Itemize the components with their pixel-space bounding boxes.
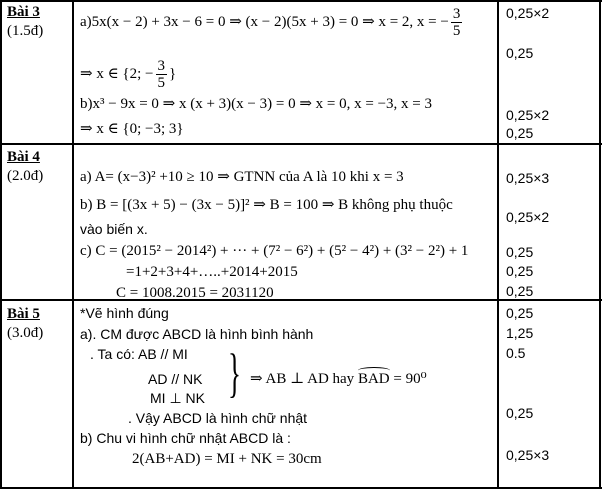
- bai5-line3: . Ta có: AB // MI: [90, 346, 188, 362]
- bai3-a-line2: [80, 58, 176, 91]
- bai5-score-1: 0,25: [506, 305, 534, 321]
- bai5-line6: . Vậy ABCD là hình chữ nhật: [128, 410, 308, 426]
- bai3-a-set-close: }: [169, 65, 177, 82]
- table-border-top: [0, 0, 602, 2]
- column-divider-1: [72, 0, 74, 489]
- bai5-score-4: 0,25: [506, 405, 534, 421]
- bai5-line5: MI ⊥ NK: [150, 390, 205, 406]
- bai3-b-line2: ⇒ x ∈ {0; −3; 3}: [80, 121, 184, 137]
- bai5-conclusion-text: ⇒ AB ⊥ AD hay: [250, 371, 358, 387]
- bai4-b-line1: b) B = [(3x + 5) − (3x − 5)]² ⇒ B = 100 ⇒ B không phụ thuộc: [80, 197, 453, 213]
- bai4-a-line: a) A= (x−3)² +10 ≥ 10 ⇒ GTNN của A là 10 khi x = 3: [80, 169, 404, 185]
- bai4-label: Bài 4: [7, 149, 40, 165]
- bai5-label: Bài 5: [7, 306, 40, 322]
- bai3-label: Bài 3: [7, 4, 40, 20]
- bai5-conclusion-degree: = 90⁰: [389, 371, 427, 387]
- bai3-score-1: 0,25×2: [506, 5, 550, 21]
- bai5-score-5: 0,25×3: [506, 447, 550, 463]
- bai5-score-3: 0.5: [506, 345, 526, 361]
- fraction-denominator: 5: [157, 75, 165, 91]
- bai5-line2: a). CM được ABCD là hình bình hành: [80, 326, 314, 342]
- bai4-b-line2: vào biến x.: [80, 221, 148, 237]
- bai3-points: (1.5đ): [7, 23, 44, 39]
- bai4-c-line1: c) C = (2015² − 2014²) + ··· + (7² − 6²) + (5² − 4²) + (3² − 2²) + 1: [80, 243, 469, 259]
- fraction-numerator: 3: [452, 6, 461, 22]
- bai3-a-set-open: {2; −: [122, 65, 154, 82]
- bai4-c-line2: =1+2+3+4+…..+2014+2015: [126, 264, 298, 280]
- column-divider-2: [497, 0, 499, 489]
- fraction-3-5: [451, 6, 463, 39]
- brace-icon: }: [228, 343, 241, 403]
- bai5-points: (3.0đ): [7, 325, 44, 341]
- fraction-numerator: 3: [157, 58, 165, 74]
- bai3-b-line1: b)x³ − 9x = 0 ⇒ x (x + 3)(x − 3) = 0 ⇒ x = 0, x = −3, x = 3: [80, 96, 432, 112]
- bai3-a-implies: ⇒ x ∈: [80, 65, 123, 82]
- bai4-score-3: 0,25: [506, 244, 534, 260]
- row-divider-1: [0, 143, 602, 145]
- bai4-points: (2.0đ): [7, 168, 44, 184]
- bai5-line4: AD // NK: [148, 371, 203, 387]
- bai4-score-2: 0,25×2: [506, 209, 550, 225]
- bai4-score-4: 0,25: [506, 263, 534, 279]
- bai5-conclusion: [250, 370, 427, 388]
- bai4-c-line3: C = 1008.2015 = 2031120: [116, 285, 274, 301]
- table-border-bottom: [0, 487, 602, 489]
- bai5-line8: 2(AB+AD) = MI + NK = 30cm: [132, 451, 322, 467]
- table-border-left: [0, 0, 2, 489]
- bai5-line7: b) Chu vi hình chữ nhật ABCD là :: [80, 430, 291, 446]
- bai3-score-2: 0,25: [506, 45, 534, 61]
- bai3-score-4: 0,25: [506, 125, 534, 141]
- bai3-score-3: 0,25×2: [506, 107, 550, 123]
- fraction-denominator: 5: [452, 23, 461, 39]
- fraction-3-5-set: [156, 58, 168, 91]
- angle-bad: BAD: [357, 371, 390, 387]
- bai5-score-2: 1,25: [506, 325, 534, 341]
- bai4-score-1: 0,25×3: [506, 170, 550, 186]
- bai5-line1: *Vẽ hình đúng: [80, 305, 169, 321]
- table-border-right: [599, 0, 601, 489]
- bai3-a-line1: [80, 6, 464, 39]
- bai3-a-equation: a)5x(x − 2) + 3x − 6 = 0 ⇒ (x − 2)(5x + 3) = 0 ⇒ x = 2, x = −: [80, 13, 449, 30]
- bai4-score-5: 0,25: [506, 283, 534, 299]
